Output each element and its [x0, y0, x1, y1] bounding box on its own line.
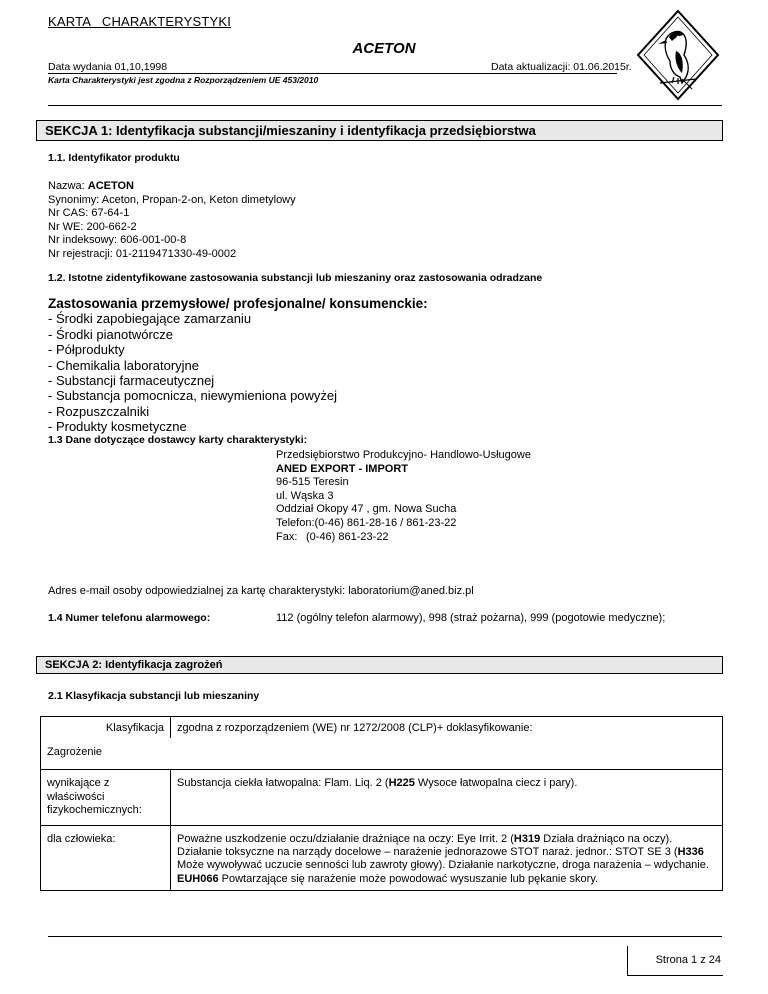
section-2-header: [36, 656, 723, 674]
use-item: - Środki zapobiegające zamarzaniu: [48, 311, 252, 327]
supplier-fax-value: (0-46) 861-23-22: [306, 530, 389, 543]
classification-label: Klasyfikacja: [41, 717, 171, 739]
human-label: dla człowieka:: [41, 826, 171, 891]
document-type-title: KARTA CHARAKTERYSTYKI: [48, 14, 232, 29]
supplier-block: [276, 449, 531, 544]
supplier-phone: Telefon:(0-46) 861-28-16 / 861-23-22: [276, 516, 457, 529]
use-item: - Chemikalia laboratoryjne: [48, 357, 200, 373]
supplier-postal: 96-515 Teresin: [276, 476, 349, 489]
hazard-label: Zagrożenie: [41, 738, 723, 770]
h319-pre: Poważne uszkodzenie oczu/działanie drażniące na oczy: Eye Irrit. 2 (: [177, 833, 514, 846]
product-name-line: [48, 180, 296, 194]
h336-line: [177, 846, 716, 872]
registration-line: Nr rejestracji: 01-2119471330-49-0002: [48, 247, 237, 260]
h336-pre: Działanie toksyczne na narządy docelowe – narażenie jednorazowe STOT naraż. jednor.: STOT SE 3 (: [177, 846, 678, 859]
page-number-box: [627, 946, 723, 976]
subsection-1-2-title: 1.2. Istotne zidentyfikowane zastosowania substancji lub mieszaniny oraz zastosowania odradzane: [48, 272, 543, 284]
emergency-phone-label: 1.4 Numer telefonu alarmowego:: [48, 612, 211, 624]
euh066-post: Powtarzające się narażenie może powodować wysuszanie lub pękanie skory.: [218, 872, 599, 885]
supplier-branch: Oddział Okopy 47 , gm. Nowa Sucha: [276, 503, 457, 516]
h336-code: H336: [677, 846, 704, 859]
email-line: Adres e-mail osoby odpowiedzialnej za kartę charakterystyki: laboratorium@aned.biz.pl: [48, 585, 474, 597]
table-row: [41, 738, 723, 770]
euh066-code: EUH066: [177, 872, 219, 885]
use-item: - Rozpuszczalniki: [48, 403, 150, 419]
physchem-text: [171, 770, 723, 826]
issue-date: Data wydania 01,10,1998: [48, 61, 168, 73]
section-1-header: [36, 120, 723, 141]
product-identifier-block: [48, 180, 296, 262]
company-logo-icon: [636, 9, 720, 101]
header-divider: [48, 73, 617, 74]
subsection-1-1-title: 1.1. Identyfikator produktu: [48, 152, 180, 164]
we-line: Nr WE: 200-662-2: [48, 220, 137, 233]
classification-text: zgodna z rozporządzeniem (WE) nr 1272/2008 (CLP)+ doklasyfikowanie:: [171, 717, 723, 739]
regulation-note: Karta Charakterystyki jest zgodna z Rozporządzeniem UE 453/2010: [48, 75, 319, 85]
synonyms-line: Synonimy: Aceton, Propan-2-on, Keton dimetylowy: [48, 193, 296, 206]
use-item: - Produkty kosmetyczne: [48, 419, 187, 435]
physchem-label: wynikające z właściwości fizykochemicznych:: [41, 770, 171, 826]
physchem-pre: Substancja ciekła łatwopalna: Flam. Liq. 2 (: [177, 777, 389, 790]
use-item: - Półprodukty: [48, 342, 125, 358]
h225-code: H225: [388, 777, 415, 790]
subsection-1-3-title: 1.3 Dane dotyczące dostawcy karty charakterystyki:: [48, 434, 308, 446]
product-name-value: ACETON: [87, 180, 134, 192]
supplier-street: ul. Wąska 3: [276, 489, 334, 502]
uses-block: [48, 296, 428, 435]
h336-post: Może wywoływać uczucie senności lub zawroty głowy). Działanie narkotyczne, droga narażenia – wdychanie.: [177, 859, 709, 872]
use-item: - Środki pianotwórcze: [48, 326, 173, 342]
section-1-title: SEKCJA 1: Identyfikacja substancji/mieszaniny i identyfikacja przedsiębiorstwa: [45, 123, 536, 138]
euh066-line: [177, 873, 716, 886]
product-title: ACETON: [352, 40, 416, 57]
section-2-title: SEKCJA 2: Identyfikacja zagrożeń: [45, 659, 223, 671]
use-item: - Substancji farmaceutycznej: [48, 373, 215, 389]
index-line: Nr indeksowy: 606-001-00-8: [48, 234, 187, 247]
table-row: [41, 770, 723, 826]
uses-heading: Zastosowania przemysłowe/ profesjonalne/ konsumenckie:: [48, 296, 428, 311]
physchem-post: Wysoce łatwopalna ciecz i pary).: [414, 777, 578, 790]
classification-table: [40, 716, 723, 891]
subsection-2-1-title: 2.1 Klasyfikacja substancji lub mieszaniny: [48, 690, 260, 702]
supplier-fax-line: [276, 531, 531, 545]
header-bottom-rule: [48, 105, 722, 106]
table-row: [41, 826, 723, 891]
update-date: Data aktualizacji: 01.06.2015r.: [491, 61, 632, 73]
h319-post: Działa drażniąco na oczy).: [540, 833, 673, 846]
supplier-fax-label: Fax:: [276, 530, 298, 543]
cas-line: Nr CAS: 67-64-1: [48, 207, 130, 220]
h319-line: [177, 833, 716, 846]
use-item: - Substancja pomocnicza, niewymieniona powyżej: [48, 388, 338, 404]
product-name-label: Nazwa:: [48, 180, 88, 192]
supplier-name: ANED EXPORT - IMPORT: [276, 462, 409, 475]
footer-rule: [48, 936, 722, 937]
page-number: Strona 1 z 24: [655, 954, 721, 966]
table-row: [41, 717, 723, 739]
h319-code: H319: [513, 833, 541, 846]
supplier-type: Przedsiębiorstwo Produkcyjno- Handlowo-Usługowe: [276, 449, 531, 461]
emergency-phone-text: 112 (ogólny telefon alarmowy), 998 (straż pożarna), 999 (pogotowie medyczne);: [276, 612, 666, 624]
human-text: [171, 826, 723, 891]
